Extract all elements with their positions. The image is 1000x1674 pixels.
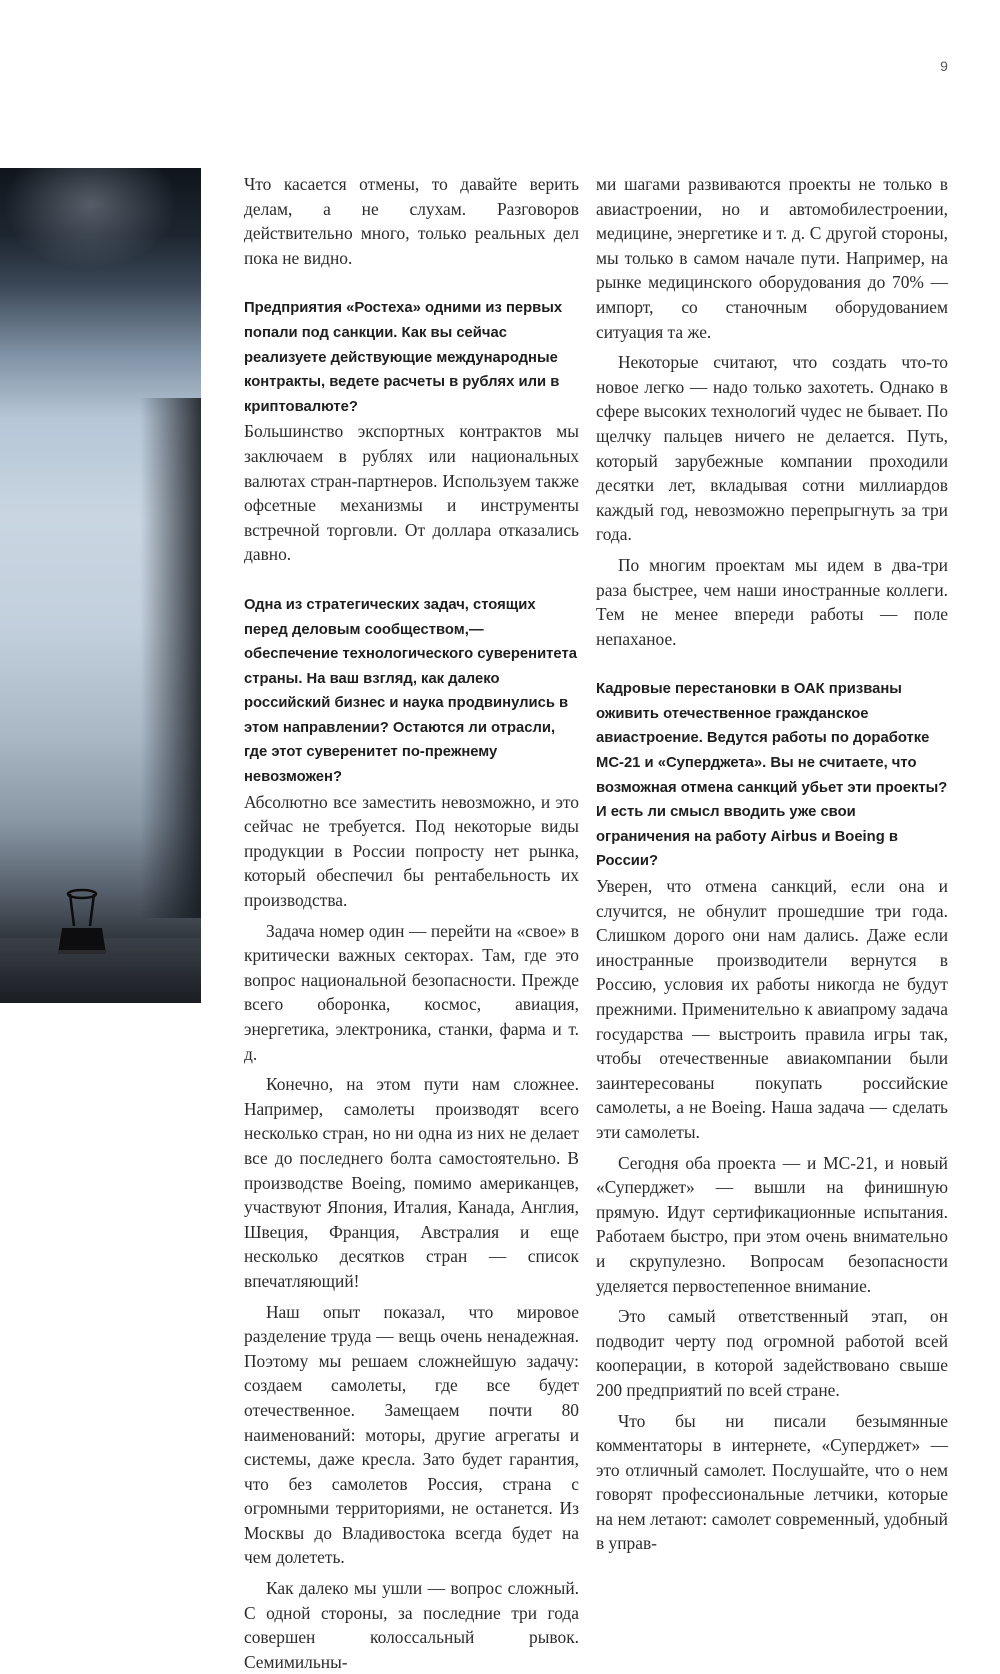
paragraph: Абсолютно все заместить невозможно, и это сейчас не требуется. Под некоторые виды продукции в России попросту нет рынка, который обеспечил бы рентабельность их производства. (244, 791, 579, 911)
article-column-left (244, 172, 579, 1674)
binder-clip-icon (52, 888, 112, 958)
paragraph: Сегодня оба проекта — и МС-21, и новый «Суперджет» — вышли на финишную прямую. Идут сертификационные испытания. Работаем быстро, при этом очень внимательно и скрупулезно. Вопросам безопасности уделяется первостепенное внимание. (596, 1152, 948, 1296)
interview-question: Кадровые перестановки в ОАК призваны оживить отечественное гражданское авиастроение. Ведутся работы по доработке МС-21 и «Суперджета». Вы не считаете, что возможная отмена санкций убьет эти проекты? И есть ли смысл вводить уже свои ограничения на работу Airbus и Boeing в России? (596, 681, 948, 870)
paragraph: ми шагами развиваются проекты не только в авиастроении, но и автомобилестроении, медицине, энергетике и т. д. С другой стороны, мы только в самом начале пути. Например, на рынке медицинского оборудования до 70% — импорт, со станочным оборудованием ситуация та же. (596, 174, 948, 342)
paragraph: Уверен, что отмена санкций, если она и случится, не обнулит прошедшие три года. Слишком дорого они нам дались. Даже если иностранные производители вернутся в Россию, условия их работы никогда не будут прежними. Применительно к авиапрому задача государства — выстроить правила игры так, чтобы отечественные авиакомпании были заинтересованы покупать российские самолеты, а не Boeing. Наша задача — сделать эти самолеты. (596, 876, 948, 1142)
paragraph: Задача номер один — перейти на «свое» в критически важных секторах. Там, где это вопрос национальной безопасности. Прежде всего оборонка, космос, авиация, энергетика, электроника, станки, фарма и т. д. (244, 920, 579, 1064)
interview-question: Одна из стратегических задач, стоящих перед деловым сообществом,— обеспечение технологического суверенитета страны. На ваш взгляд, как далеко российский бизнес и наука продвинулись в этом направлении? Остаются ли отрасли, где этот суверенитет по-прежнему невозможен? (244, 596, 577, 786)
paragraph: Что бы ни писали безымянные комментаторы в интернете, «Суперджет» — это отличный самолет. Послушайте, что о нем говорят профессиональные летчики, которые на нем летают: самолет современный, удобный в управ- (596, 1410, 948, 1554)
paragraph: Некоторые считают, что создать что-то новое легко — надо только захотеть. Однако в сфере высоких технологий чудес не бывает. По щелчку пальцев ничего не делается. Путь, который зарубежные компании проходили десятки лет, вкладывая сотни миллиардов каждый год, невозможно перепрыгнуть за три года. (596, 352, 948, 545)
photo-shadow (140, 398, 201, 918)
photo-highlight (0, 168, 201, 288)
paragraph: Наш опыт показал, что мировое разделение труда — вещь очень ненадежная. Поэтому мы решаем сложнейшую задачу: создаем самолеты, где все будет отечественное. Замещаем почти 80 наименований: моторы, другие агрегаты и системы, даже кресла. Зато будет гарантия, что без самолетов Россия, страна с огромными территориями, не останется. Из Москвы до Владивостока всегда будет на чем долететь. (244, 1301, 579, 1568)
paragraph: Что касается отмены, то давайте верить делам, а не слухам. Разговоров действительно много, только реальных дел пока не видно. (244, 174, 579, 268)
paragraph: По многим проектам мы идем в два-три раза быстрее, чем наши иностранные коллеги. Тем не менее впереди работы — поле непаханое. (596, 554, 948, 649)
article-column-right (596, 172, 948, 1556)
paragraph: Это самый ответственный этап, он подводит черту под огромной работой всей кооперации, в которой задействовано свыше 200 предприятий по всей стране. (596, 1306, 948, 1400)
article-photo (0, 168, 201, 1003)
interview-question: Предприятия «Ростеха» одними из первых попали под санкции. Как вы сейчас реализуете действующие международные контракты, ведете расчеты в рублях или в криптовалюте? (244, 300, 563, 415)
page-number: 9 (940, 58, 948, 74)
paragraph: Как далеко мы ушли — вопрос сложный. С одной стороны, за последние три года совершен колоссальный рывок. Семимильны- (244, 1578, 579, 1672)
paragraph: Большинство экспортных контрактов мы заключаем в рублях или национальных валютах стран-партнеров. Используем также офсетные механизмы и инструменты встречной торговли. От доллара отказались давно. (244, 421, 579, 565)
paragraph: Конечно, на этом пути нам сложнее. Например, самолеты производят всего несколько стран, но ни одна из них не делает все до последнего болта самостоятельно. В производстве Boeing, помимо американцев, участвуют Япония, Италия, Канада, Англия, Швеция, Франция, Австралия и еще несколько десятков стран — список впечатляющий! (244, 1074, 579, 1291)
